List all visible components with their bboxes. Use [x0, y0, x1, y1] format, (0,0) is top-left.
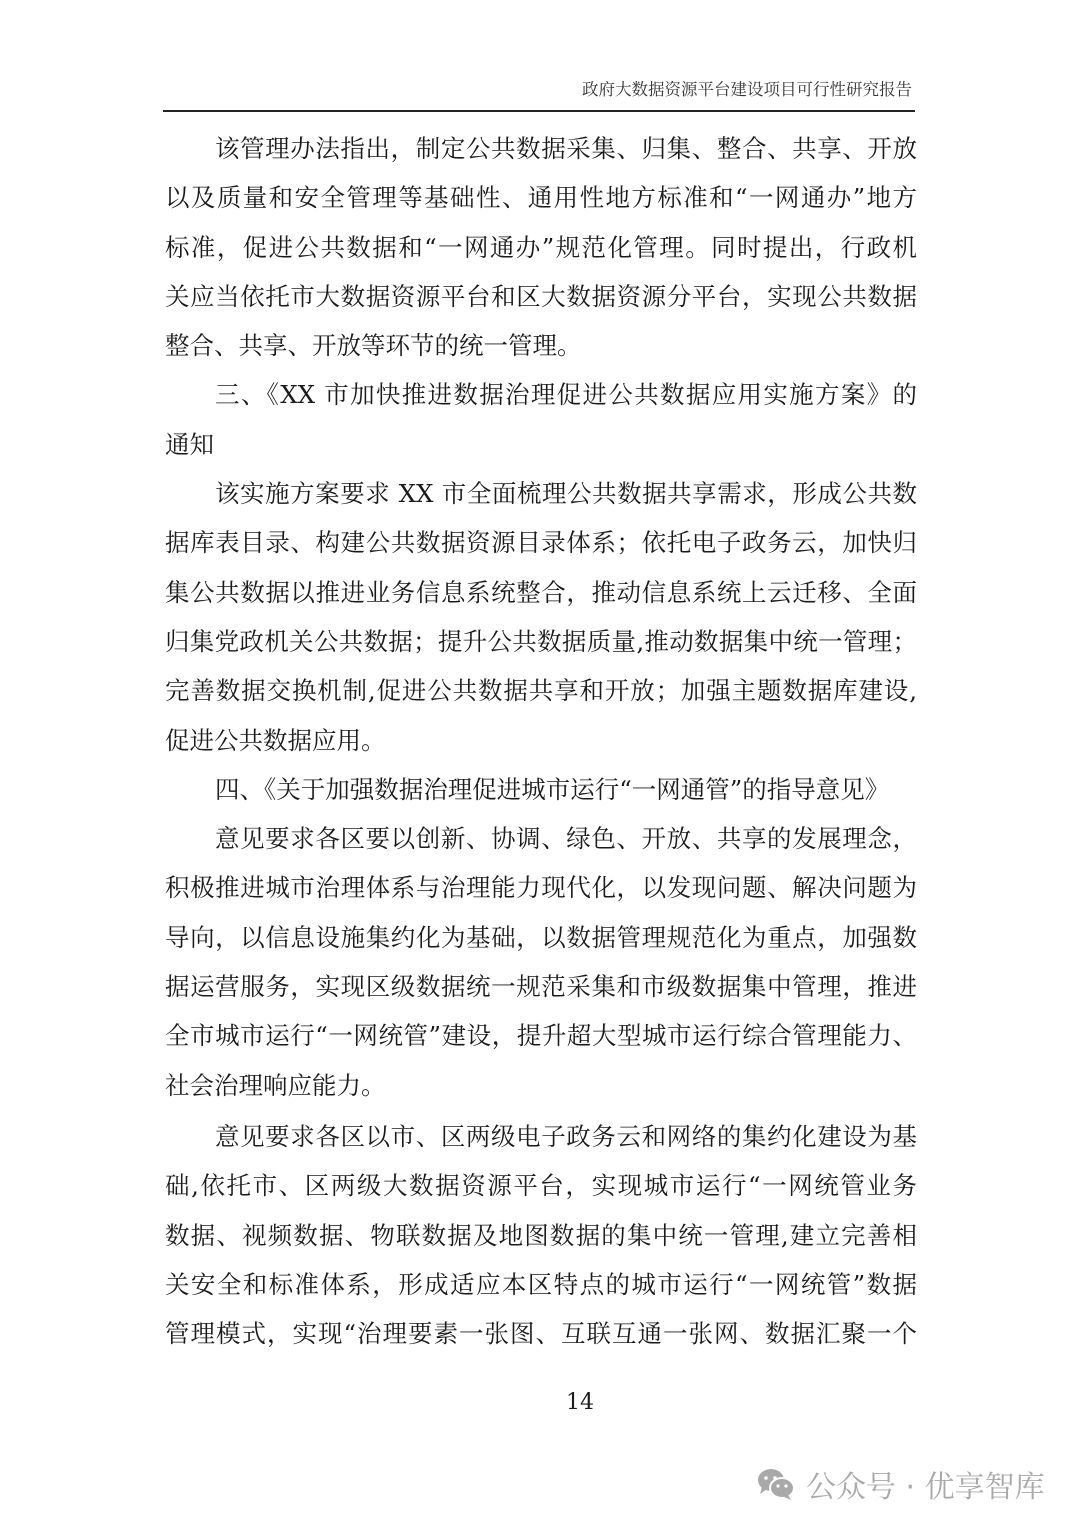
wechat-icon — [756, 1467, 796, 1501]
text-line: 促进公共数据应用。 — [165, 725, 386, 755]
paragraph — [165, 1112, 917, 1358]
text-line: 导向，以信息设施集约化为基础，以数据管理规范化为重点，加强数 — [165, 922, 917, 952]
text-line: 据运营服务，实现区级数据统一规范采集和市级数据集中管理，推进 — [165, 972, 917, 1002]
text-line: 完善数据交换机制,促进公共数据共享和开放；加强主题数据库建设, — [165, 676, 917, 706]
text-line: 该管理办法指出，制定公共数据采集、归集、整合、共享、开放 — [215, 134, 917, 163]
text-line: 集公共数据以推进业务信息系统整合，推动信息系统上云迁移、全面 — [165, 577, 917, 607]
header-rule — [163, 110, 915, 112]
text-line: 意见要求各区要以创新、协调、绿色、开放、共享的发展理念， — [215, 824, 917, 854]
watermark-text: 公众号 · 优享智库 — [806, 1470, 1045, 1505]
text-line: 意见要求各区以市、区两级电子政务云和网络的集约化建设为基 — [215, 1121, 917, 1151]
text-line: 数据、视频数据、物联数据及地图数据的集中统一管理,建立完善相 — [165, 1220, 917, 1250]
running-header: 政府大数据资源平台建设项目可行性研究报告 — [582, 80, 912, 99]
text-line: 以及质量和安全管理等基础性、通用性地方标准和“一网通办”地方 — [165, 183, 917, 213]
text-line: 据库表目录、构建公共数据资源目录体系；依托电子政务云，加快归 — [165, 528, 917, 558]
text-line: 标准，促进公共数据和“一网通办”规范化管理。同时提出，行政机 — [165, 232, 917, 262]
text-line: 该实施方案要求 XX 市全面梳理公共数据共享需求，形成公共数 — [215, 479, 917, 509]
text-line: 四、《关于加强数据治理促进城市运行“一网通管”的指导意见》 — [215, 774, 890, 804]
paragraph — [165, 765, 917, 814]
document-body — [165, 124, 917, 1358]
text-line: 归集党政机关公共数据；提升公共数据质量,推动数据集中统一管理； — [165, 626, 917, 656]
text-line: 整合、共享、开放等环节的统一管理。 — [165, 331, 582, 361]
paragraph — [165, 124, 917, 370]
watermark — [756, 1462, 1045, 1506]
text-line: 积极推进城市治理体系与治理能力现代化，以发现问题、解决问题为 — [165, 873, 917, 903]
paragraph — [165, 469, 917, 765]
text-line: 关应当依托市大数据资源平台和区大数据资源分平台，实现公共数据 — [165, 281, 917, 311]
text-line: 社会治理响应能力。 — [165, 1070, 386, 1100]
text-line: 三、《XX 市加快推进数据治理促进公共数据应用实施方案》的 — [215, 380, 917, 410]
page-number: 14 — [566, 1390, 594, 1415]
text-line: 全市城市运行“一网统管”建设，提升超大型城市运行综合管理能力、 — [165, 1021, 917, 1051]
text-line: 管理模式，实现“治理要素一张图、互联互通一张网、数据汇聚一个 — [165, 1319, 917, 1349]
text-line: 础,依托市、区两级大数据资源平台，实现城市运行“一网统管业务 — [165, 1171, 917, 1201]
text-line: 通知 — [165, 429, 214, 459]
paragraph — [165, 370, 917, 469]
paragraph — [165, 814, 917, 1110]
text-line: 关安全和标准体系，形成适应本区特点的城市运行“一网统管”数据 — [165, 1269, 917, 1299]
